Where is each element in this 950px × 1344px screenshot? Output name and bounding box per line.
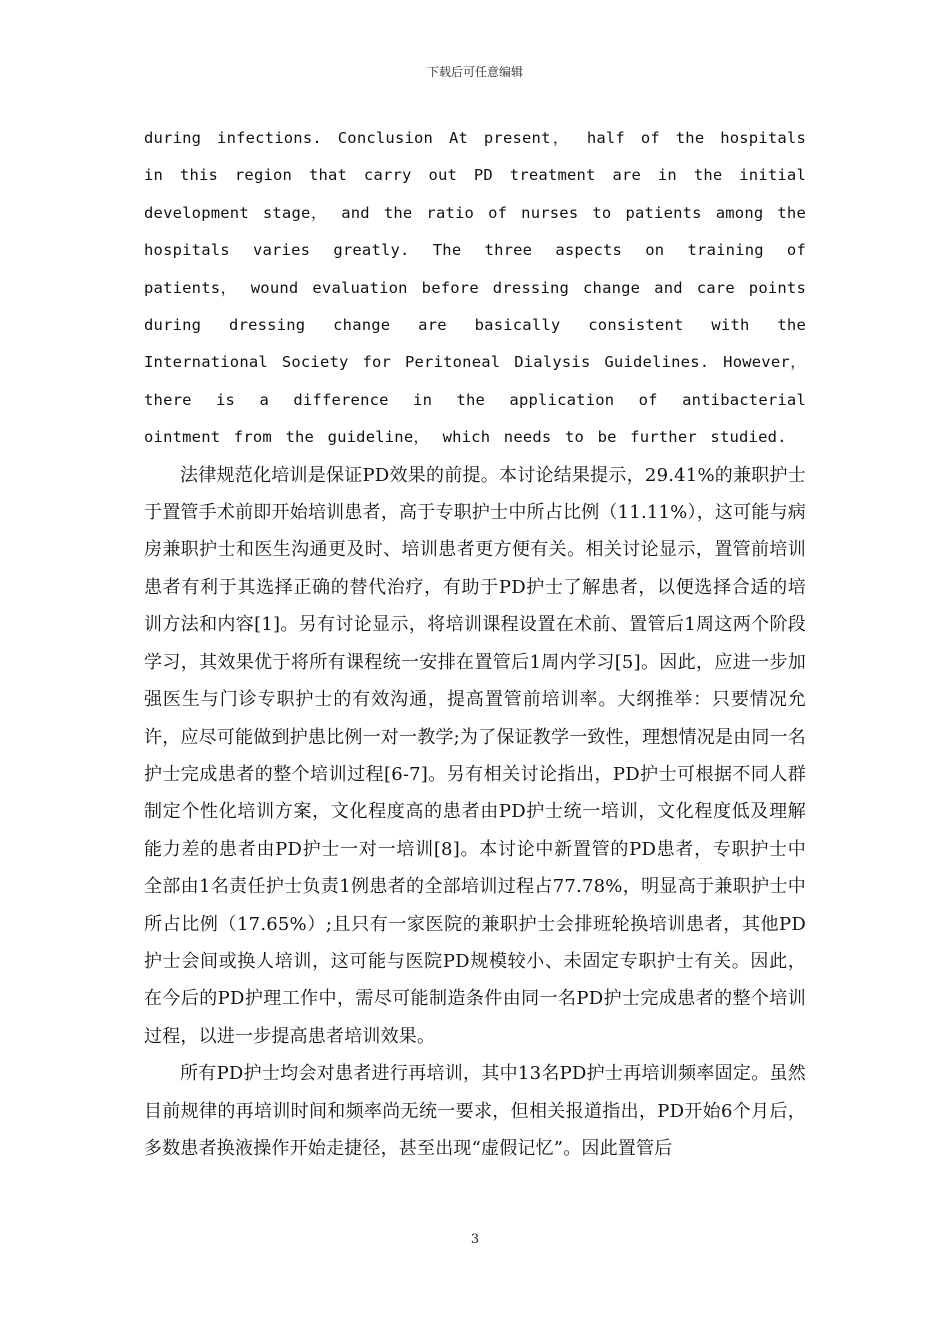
page-header: 下载后可任意编辑 xyxy=(426,65,523,79)
document-body xyxy=(144,120,806,1167)
page-number: 3 xyxy=(470,1232,480,1247)
body-paragraph-retraining: 所有PD护士均会对患者进行再培训，其中13名PD护士再培训频率固定。虽然目前规律的再培训时间和频率尚无统一要求，但相关报道指出，PD开始6个月后，多数患者换液操作开始走捷径，甚至出现“虚假记忆”。因此置管后 xyxy=(144,1063,806,1159)
body-paragraph-training: 法律规范化培训是保证PD效果的前提。本讨论结果提示，29.41%的兼职护士于置管手术前即开始培训患者，高于专职护士中所占比例（11.11%），这可能与病房兼职护士和医生沟通更及时、培训患者更方便有关。相关讨论显示，置管前培训患者有利于其选择正确的替代治疗，有助于PD护士了解患者，以便选择合适的培训方法和内容[1]。另有讨论显示，将培训课程设置在术前、置管后1周这两个阶段学习，其效果优于将所有课程统一安排在置管后1周内学习[5]。因此，应进一步加强医生与门诊专职护士的有效沟通，提高置管前培训率。大纲推举：只要情况允许，应尽可能做到护患比例一对一教学;为了保证教学一致性，理想情况是由同一名护士完成患者的整个培训过程[6-7]。另有相关讨论指出，PD护士可根据不同人群制定个性化培训方案，文化程度高的患者由PD护士统一培训，文化程度低及理解能力差的患者由PD护士一对一培训[8]。本讨论中新置管的PD患者，专职护士中全部由1名责任护士负责1例患者的全部培训过程占77.78%，明显高于兼职护士中所占比例（17.65%）;且只有一家医院的兼职护士会排班轮换培训患者，其他PD护士会间或换人培训，这可能与医院PD规模较小、未固定专职护士有关。因此，在今后的PD护理工作中，需尽可能制造条件由同一名PD护士完成患者的整个培训过程，以进一步提高患者培训效果。 xyxy=(144,464,806,1047)
english-abstract-paragraph: during infections. Conclusion At present， half of the hospitals in this region that carry out PD treatment are in the initial development stage， and the ratio of nurses to patients among the hospitals varies greatly. The three aspects on training of patients， wound evaluation before dressing change and care points during dressing change are basically consistent with the International Society for Peritoneal Dialysis Guidelines. However， there is a difference in the application of antibacterial ointment from the guideline， which needs to be further studied. xyxy=(144,129,806,447)
